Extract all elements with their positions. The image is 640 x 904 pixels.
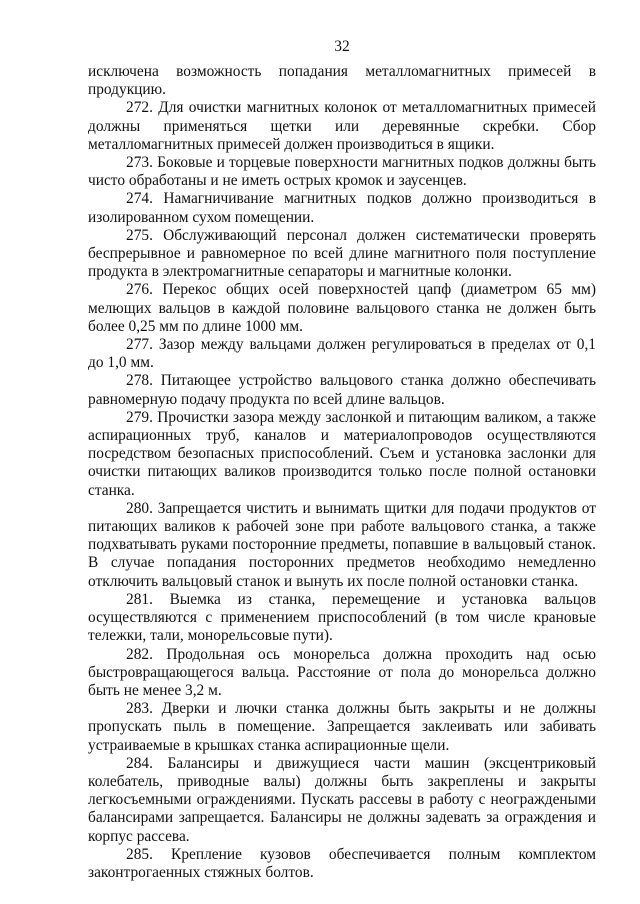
paragraph-276: 276. Перекос общих осей поверхностей цапф (диаметром 65 мм) мелющих вальцов в каждой половине вальцового станка не должен быть более 0,25 мм по длине 1000 мм.	[88, 281, 596, 335]
paragraph-278: 278. Питающее устройство вальцового станка должно обеспечивать равномерную подачу продукта по всей длине вальцов.	[88, 372, 596, 408]
paragraph-continuation: исключена возможность попадания металломагнитных примесей в продукцию.	[88, 63, 596, 99]
paragraph-275: 275. Обслуживающий персонал должен систематически проверять беспрерывное и равномерное по всей длине магнитного поля поступление продукта в электромагнитные сепараторы и магнитные колонки.	[88, 226, 596, 281]
paragraph-284: 284. Балансиры и движущиеся части машин (эксцентриковый колебатель, приводные валы) должны быть закреплены и закрыты легкосъемными ограждениями. Пускать рассевы в работу с неограждеными балансирами запрещается. Балансиры не должны задевать за ограждения и корпус рассева.	[88, 754, 596, 845]
paragraph-272: 272. Для очистки магнитных колонок от металломагнитных примесей должны применяться щетки или деревянные скребки. Сбор металломагнитных примесей должен производиться в ящики.	[88, 99, 596, 153]
paragraph-274: 274. Намагничивание магнитных подков должно производиться в изолированном сухом помещении.	[88, 190, 596, 226]
paragraph-279: 279. Прочистки зазора между заслонкой и питающим валиком, а также аспирационных труб, каналов и материалопроводов осуществляются посредством безопасных приспособлений. Съем и установка заслонки для очистки питающих валиков производится только после полной остановки станка.	[88, 408, 596, 499]
paragraph-285: 285. Крепление кузовов обеспечивается полным комплектом законтрогаенных стяжных болтов.	[88, 845, 596, 881]
paragraph-277: 277. Зазор между вальцами должен регулироваться в пределах от 0,1 до 1,0 мм.	[88, 336, 596, 372]
paragraph-281: 281. Выемка из станка, перемещение и установка вальцов осуществляются с применением приспособлений (в том числе крановые тележки, тали, монорельсовые пути).	[88, 590, 596, 645]
paragraph-282: 282. Продольная ось монорельса должна проходить над осью быстровращающегося вальца. Расстояние от пола до монорельса должно быть не менее 3,2 м.	[88, 645, 596, 699]
page-number: 32	[334, 38, 350, 55]
document-body	[88, 63, 596, 882]
paragraph-280: 280. Запрещается чистить и вынимать щитки для подачи продуктов от питающих валиков к рабочей зоне при работе вальцового станка, а также подхватывать руками посторонние предметы, попавшие в вальцовый станок. В случае попадания посторонних предметов необходимо немедленно отключить вальцовый станок и вынуть их после полной остановки станка.	[88, 499, 596, 590]
paragraph-273: 273. Боковые и торцевые поверхности магнитных подков должны быть чисто обработаны и не иметь острых кромок и заусенцев.	[88, 154, 596, 190]
paragraph-283: 283. Дверки и лючки станка должны быть закрыты и не должны пропускать пыль в помещение. Запрещается заклеивать или забивать устраиваемые в крышках станка аспирационные щели.	[88, 700, 596, 754]
